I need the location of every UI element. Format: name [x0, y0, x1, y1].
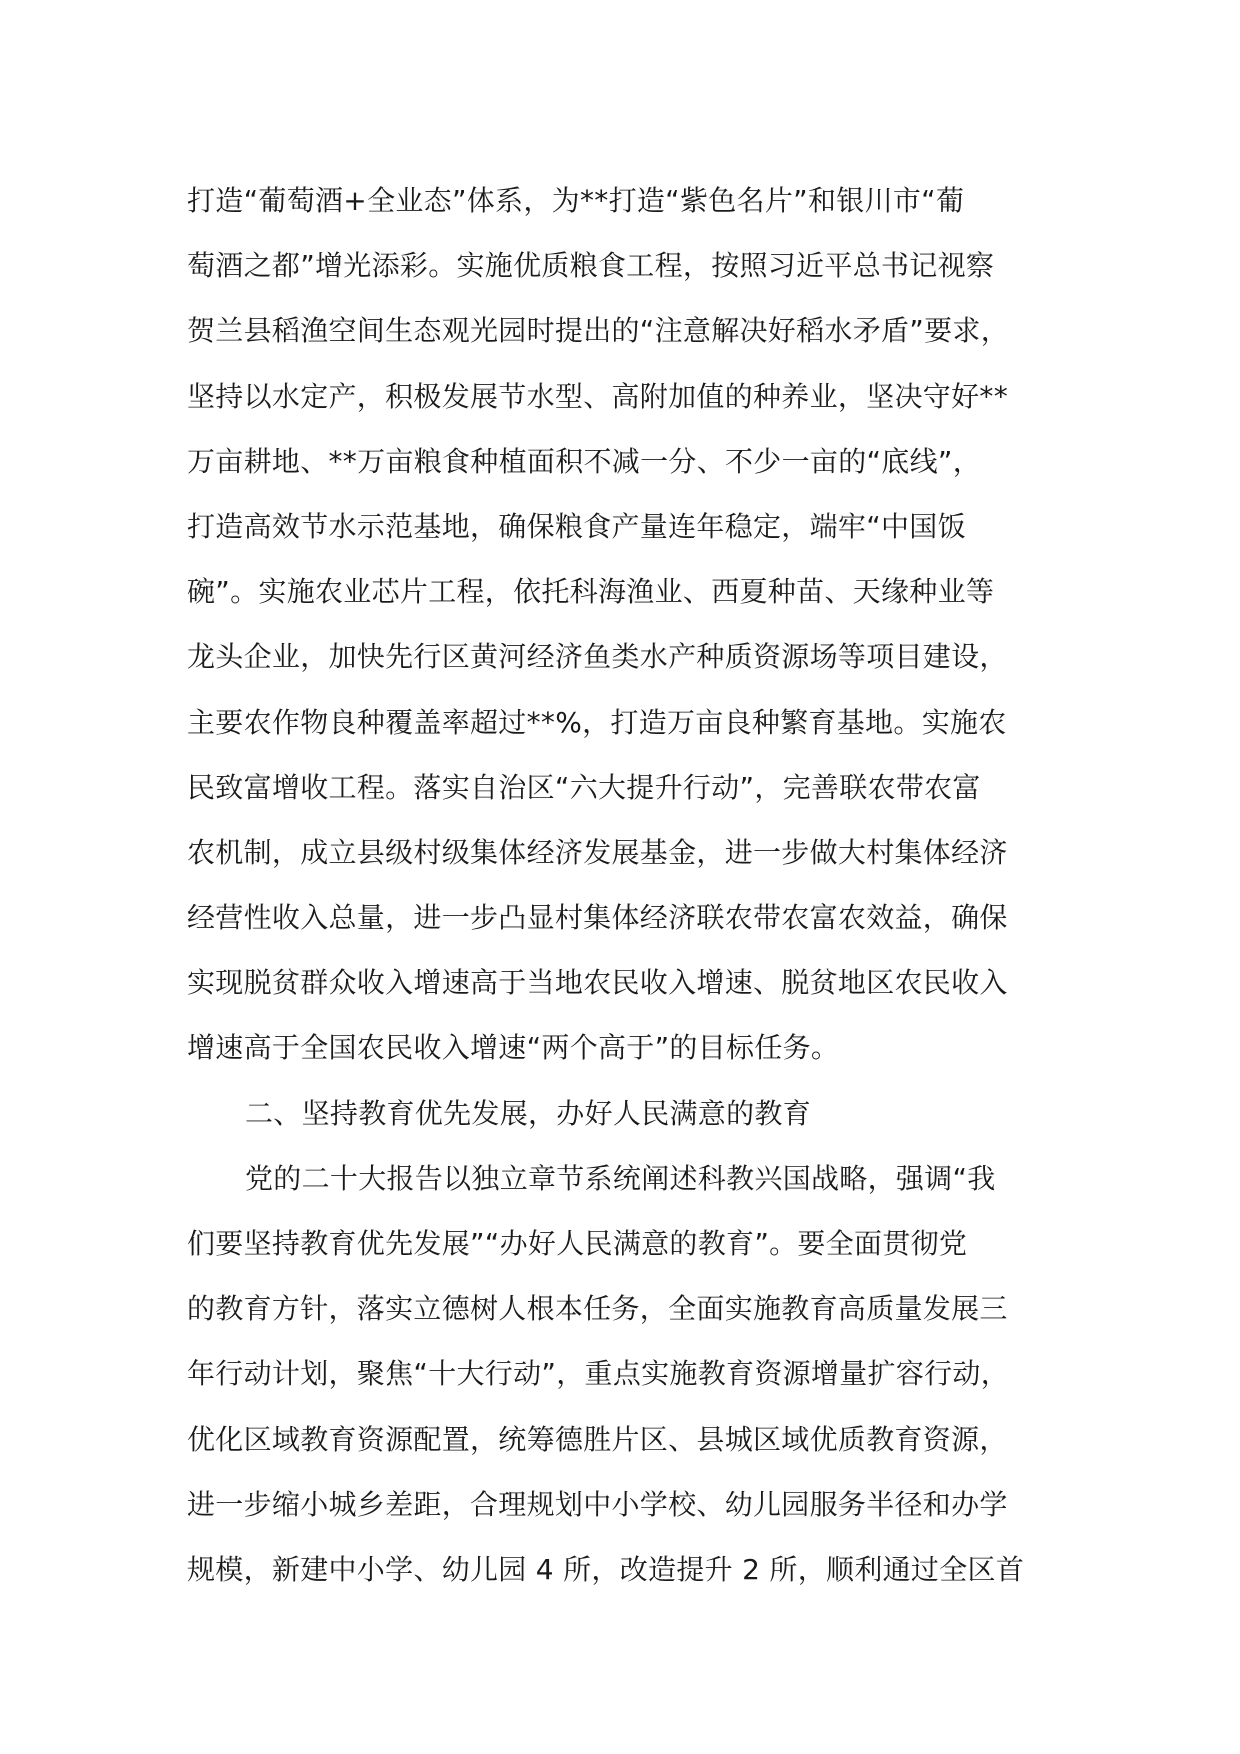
- document-body: [187, 168, 1067, 1602]
- text-line: 民致富增收工程。落实自治区“六大提升行动”，完善联农带农富: [187, 770, 981, 804]
- text-line: 坚持以水定产，积极发展节水型、高附加值的种养业，坚决守好**: [187, 379, 1009, 413]
- text-line: 规模，新建中小学、幼儿园 4 所，改造提升 2 所，顺利通过全区首: [187, 1552, 1025, 1586]
- section-heading: 二、坚持教育优先发展，办好人民满意的教育: [245, 1096, 812, 1130]
- text-line: 万亩耕地、**万亩粮食种植面积不减一分、不少一亩的“底线”，: [187, 444, 982, 478]
- text-line: 农机制，成立县级村级集体经济发展基金，进一步做大村集体经济: [187, 835, 1008, 869]
- text-line: 优化区域教育资源配置，统筹德胜片区、县城区域优质教育资源，: [187, 1422, 1008, 1456]
- text-line: 萄酒之都”增光添彩。实施优质粮食工程，按照习近平总书记视察: [187, 249, 995, 283]
- text-line: 经营性收入总量，进一步凸显村集体经济联农带农富农效益，确保: [187, 901, 1008, 935]
- text-line: 党的二十大报告以独立章节系统阐述科教兴国战略，强调“我: [245, 1161, 996, 1195]
- text-line: 实现脱贫群众收入增速高于当地农民收入增速、脱贫地区农民收入: [187, 966, 1008, 1000]
- text-line: 龙头企业，加快先行区黄河经济鱼类水产种质资源场等项目建设，: [187, 640, 1008, 674]
- text-line: 打造“葡萄酒+全业态”体系，为**打造“紫色名片”和银川市“葡: [187, 184, 965, 217]
- text-line: 贺兰县稻渔空间生态观光园时提出的“注意解决好稻水矛盾”要求，: [187, 314, 1010, 348]
- text-line: 们要坚持教育优先发展”“办好人民满意的教育”。要全面贯彻党: [187, 1227, 968, 1260]
- text-line: 主要农作物良种覆盖率超过**%，打造万亩良种繁育基地。实施农: [187, 705, 1007, 739]
- text-line: 增速高于全国农民收入增速“两个高于”的目标任务。: [187, 1031, 840, 1065]
- text-line: 打造高效节水示范基地，确保粮食产量连年稳定，端牢“中国饭: [187, 509, 966, 543]
- text-line: 年行动计划，聚焦“十大行动”，重点实施教育资源增量扩容行动，: [187, 1357, 1010, 1391]
- text-line: 的教育方针，落实立德树人根本任务，全面实施教育高质量发展三: [187, 1292, 1008, 1326]
- text-line: 碗”。实施农业芯片工程，依托科海渔业、西夏种苗、天缘种业等: [187, 575, 995, 609]
- text-line: 进一步缩小城乡差距，合理规划中小学校、幼儿园服务半径和办学: [187, 1487, 1008, 1521]
